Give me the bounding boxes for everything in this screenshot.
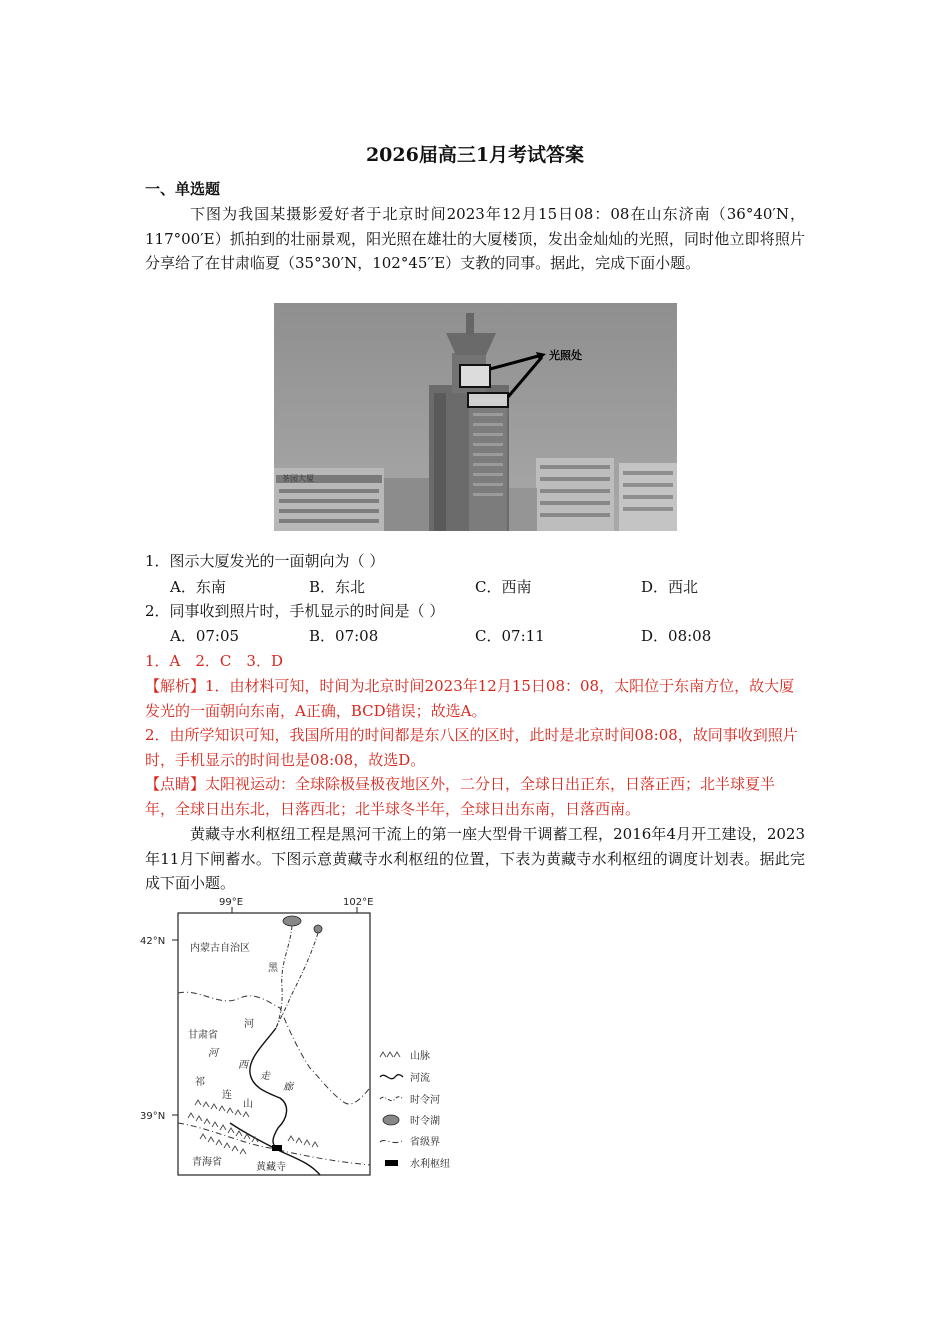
analysis-1: 【解析】1．由材料可知，时间为北京时间2023年12月15日08：08，太阳位于东南方位，故大厦发光的一面朝向东南，A正确，BCD错误；故选A。: [145, 677, 795, 720]
region-qinghai: 青海省: [192, 1157, 222, 1168]
passage-2: 黄藏寺水利枢纽工程是黑河干流上的第一座大型骨干调蓄工程，2016年4月开工建设，2023年11月下闸蓄水。下图示意黄藏寺水利枢纽的位置，下表为黄藏寺水利枢纽的调度计划表。据此完成下面小题。: [145, 825, 805, 893]
label-zou: 走: [260, 1071, 270, 1082]
label-qi: 祁: [195, 1077, 205, 1088]
analysis-2: 2．由所学知识可知，我国所用的时间都是东八区的区时，此时是北京时间08:08，故同事收到照片时，手机显示的时间也是08:08，故选D。: [145, 726, 798, 769]
q1-option-b: B．东北: [309, 578, 366, 596]
label-he2: 河: [208, 1048, 218, 1059]
q2-option-b: B．07:08: [309, 627, 379, 645]
label-lang: 廊: [283, 1082, 293, 1093]
label-he1: 河: [244, 1019, 254, 1030]
map-legend: [380, 1049, 450, 1170]
lon-99: 99°E: [219, 897, 244, 908]
q1-option-a: A．东南: [170, 578, 226, 596]
answer-key: 1．A 2．C 3．D: [145, 652, 283, 670]
lon-102: 102°E: [343, 897, 374, 908]
legend-reservoir: 水利枢纽: [410, 1159, 450, 1170]
building-photo: [274, 303, 677, 531]
lat-39: 39°N: [140, 1111, 166, 1122]
lat-42: 42°N: [140, 936, 166, 947]
label-lian: 连: [222, 1090, 232, 1101]
label-xi: 西: [238, 1060, 248, 1071]
region-inner-mongolia: 内蒙古自治区: [190, 943, 250, 954]
analysis-tag: 【解析】: [145, 677, 206, 695]
q2-option-d: D．08:08: [641, 627, 712, 645]
page-title: 2026届高三1月考试答案: [365, 144, 585, 166]
q2-option-c: C．07:11: [475, 627, 545, 645]
photo-sign: 茶园大厦: [282, 474, 314, 483]
q1-option-c: C．西南: [475, 578, 532, 596]
legend-seasonal-lake: 时令湖: [410, 1116, 440, 1127]
question-1-stem: 1．图示大厦发光的一面朝向为（ ）: [145, 552, 385, 570]
legend-seasonal-river: 时令河: [410, 1095, 440, 1106]
tip-tag: 【点睛】: [145, 775, 206, 793]
label-huangzangsi: 黄藏寺: [256, 1162, 286, 1173]
question-2-stem: 2．同事收到照片时，手机显示的时间是（ ）: [145, 602, 445, 620]
label-hei: 黑: [268, 963, 278, 974]
q1-option-d: D．西北: [641, 578, 699, 596]
legend-province-border: 省级界: [410, 1137, 440, 1148]
legend-mountain: 山脉: [410, 1051, 430, 1062]
q2-option-a: A．07:05: [170, 627, 240, 645]
tip: 【点睛】太阳视运动：全球除极昼极夜地区外，二分日，全球日出正东，日落正西；北半球夏半年，全球日出东北，日落西北；北半球冬半年，全球日出东南，日落西南。: [145, 775, 776, 818]
legend-river: 河流: [410, 1073, 430, 1084]
photo-label: 光照处: [549, 349, 582, 362]
region-gansu: 甘肃省: [188, 1030, 218, 1041]
label-shan: 山: [243, 1099, 253, 1110]
passage-1: 下图为我国某摄影爱好者于北京时间2023年12月15日08：08在山东济南（36°40′N，117°00′E）抓拍到的壮丽景观，阳光照在雄壮的大厦楼顶，发出金灿灿的光照，同时他立即将照片分享给了在甘肃临夏（35°30′N，102°45′′E）支教的同事。据此，完成下面小题。: [145, 205, 805, 273]
section-heading: 一、单选题: [145, 180, 221, 198]
reservoir-location-map: [140, 893, 470, 1183]
